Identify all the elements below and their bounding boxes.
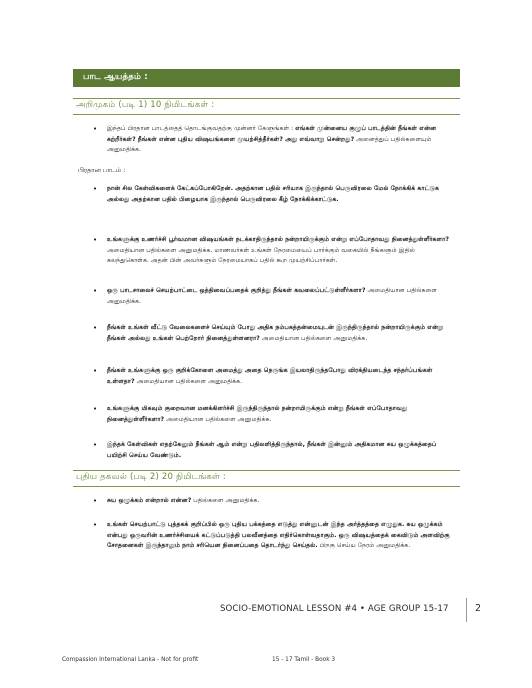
main-lesson-label: பிரதான பாடம் : (78, 166, 126, 174)
item-plain: அமைதியான பதில்களை அனுமதிக்க. மாணவர்கள் உங்கள் நேரமையைப் பார்க்கும் வகையில் நீங்களும் இதில் கலந்துகொள்க. அதன் பின் அவர்களும் நேரமையாகப் பதில் கூற முயற்சிப்பார்கள். (107, 246, 415, 264)
item-plain: பிறகு செய்ய நேரம் அனுமதிக்க. (317, 542, 411, 549)
list-item-text (107, 323, 453, 344)
item-bold: நீங்கள் உங்களுக்கு ஒரு குறிக்கோளை அமைத்து அதை நெருங்க இயலாதிருந்தபோது விரக்தியடைந்த சந்தர்ப்பங்கள் உள்ளதா? (107, 367, 433, 385)
section1-heading-bar (73, 98, 460, 115)
item-plain: பதில்களை அனுமதிக்க. (191, 497, 260, 504)
list-item-text (107, 520, 453, 552)
list-item-text (107, 440, 453, 461)
item-plain: அமைதியான பதில்களை அனுமதிக்க. (164, 415, 272, 423)
bullet-icon: • (93, 287, 98, 295)
list-item-text (107, 404, 453, 425)
footer-divider (466, 598, 467, 622)
bullet-icon: • (93, 441, 98, 449)
section2-heading-bar (73, 470, 460, 487)
list-item-text (107, 496, 453, 507)
list-item-text (107, 366, 453, 387)
bullet-icon: • (93, 521, 98, 529)
intro-bold: எங்கள் முன்னைய குழுப் பாடத்தின் நீங்கள் என்ன கற்றீர்கள்? நீங்கள் என்ன புதிய விஷயங்களை முயற்சித்தீர்கள்? அது எவ்வாறு சென்றது? (107, 125, 437, 143)
list-item-text (107, 235, 453, 267)
bullet-icon: • (93, 324, 98, 332)
lesson-preparation-banner (73, 69, 460, 87)
banner-title: பாட ஆயத்தம் : (83, 72, 148, 82)
list-item-text (107, 184, 453, 205)
footer-lesson-title: SOCIO-EMOTIONAL LESSON #4 • AGE GROUP 15-17 (220, 604, 449, 614)
list-item-text (107, 286, 453, 307)
page-number: 2 (475, 603, 482, 614)
item-plain: அமைதியான பதில்களை அனுமதிக்க. (107, 287, 437, 305)
bullet-icon: • (93, 497, 98, 505)
item-plain: அமைதியான பதில்களை அனுமதிக்க. (134, 377, 243, 385)
item-bold: நீங்கள் உங்கள் வீட்டு வேலைகளைச் செய்யும் போது அதிக நம்பகத்தன்மையுடன் இருந்திருந்தால் நன்றாயிருக்கும் என்று நீங்கள் அல்லது உங்கள் பெற்றோர் நினைத்துள்ளனரா? (107, 324, 444, 342)
item-bold: ஒரு பாடசாலைச் செயற்பாட்டை ஒத்திவைப்பதைக் குறித்து நீங்கள் கவலைப்பட்டுள்ளீர்களா? (107, 287, 366, 294)
item-bold: சுய ஒழுக்கம் என்றால் என்ன? (107, 497, 192, 504)
bullet-icon: • (93, 367, 98, 375)
bullet-icon: • (93, 236, 98, 244)
item-plain: அமைதியான பதில்களை அனுமதிக்க. (259, 334, 368, 342)
bullet-icon: • (93, 185, 98, 193)
book-label: 15 - 17 Tamil - Book 3 (272, 657, 336, 663)
intro-after: அனைத்துப் பதில்களையும் அனுமதிக்க. (107, 135, 432, 153)
section2-heading: புதிய தகவல் (படி 2) 20 நிமிடங்கள் : (76, 472, 226, 482)
item-bold: நான் சில கேள்விகளைக் கேட்கப்போகிறேன். அதற்கான பதில் சரியாக இருந்தால் பெருவிரலை மேல் நோக்கிக் காட்டுக அல்லது அதற்கான பதில் பிழையாக இருந்தால் பெருவிரலை கீழ் நோக்கிக்காட்டுக. (107, 185, 439, 203)
item-bold: உங்களுக்கு உணர்ச்சி பூர்வமான விஷயங்கள் நடக்காதிருந்தால் நன்றாயிருக்கும் என்று எப்போதாவது நினைத்துள்ளீர்களா? (107, 236, 449, 243)
item-bold: உங்கள் செயற்பாட்டு புத்தகக் குறிப்பில் ஒரு புதிய பக்கத்தை எடுத்து என்னுடன் இந்த அர்த்தத்தை எழுதுக. சுய ஒழுக்கம் என்பது ஒருவரின் உணர்ச்சியைக் கட்டுப்படுத்தி பலவீனத்தை எதிர்கொள்வதாகும். ஒரு விஷயத்தைக் கைவிடும் அளவிற்கு சோதனைகள் இருந்தாலும் நாம் சரியென நினைப்பதை தொடர்ந்து செய்தல். (107, 521, 450, 549)
intro-item-text (107, 124, 453, 156)
organization-note: Compassion International Lanka - Not for profit (62, 657, 199, 663)
intro-plain: இந்தப் பிரதான பாடத்தைத் தொடங்குவதற்கு முன்னர் கேளுங்கள் : (107, 125, 296, 132)
bullet-icon: • (93, 125, 98, 133)
bullet-icon: • (93, 405, 98, 413)
section1-heading: அறிமுகம் (படி 1) 10 நிமிடங்கள் : (76, 100, 215, 110)
item-bold: இந்தக் கேள்விகள் எதற்கேனும் நீங்கள் ஆம் என்று பதிலளித்திருந்தால், நீங்கள் இன்னும் அதிகமான சுய ஒழுக்கத்தைப் பயிற்சி செய்ய வேண்டும். (107, 441, 437, 459)
item-bold: உங்களுக்கு மிகவும் குறைவான மனக்கிளர்ச்சி இருந்திருந்தால் நன்றாயிருக்கும் என்று நீங்கள் எப்போதாவது நினைத்துள்ளீர்களா? (107, 405, 408, 423)
